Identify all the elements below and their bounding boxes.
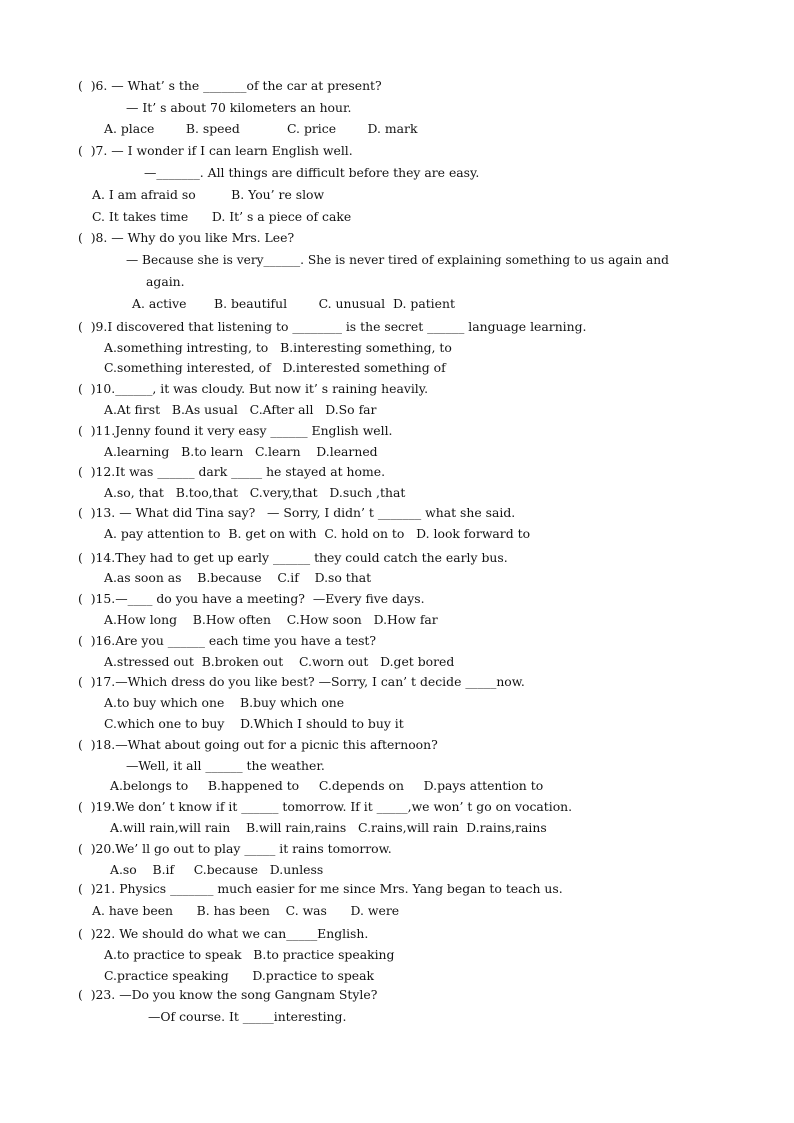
question-22-stem: ( )22. We should do what we can_____English. xyxy=(78,926,369,941)
question-12-options: A.so, that B.too,that C.very,that D.such ,that xyxy=(104,485,406,500)
question-7-options-cd: C. It takes time D. It’ s a piece of cake xyxy=(92,209,352,224)
question-17-options-cd: C.which one to buy D.Which I should to buy it xyxy=(104,716,404,731)
question-22-options-cd: C.practice speaking D.practice to speak xyxy=(104,968,374,983)
question-21-stem: ( )21. Physics _______ much easier for me since Mrs. Yang began to teach us. xyxy=(78,881,563,896)
question-6-reply: — It’ s about 70 kilometers an hour. xyxy=(126,100,352,115)
question-7-reply: —_______. All things are difficult before they are easy. xyxy=(144,165,480,180)
question-8-reply-cont: again. xyxy=(146,274,185,289)
question-7-options-ab: A. I am afraid so B. You’ re slow xyxy=(92,187,325,202)
question-16-stem: ( )16.Are you ______ each time you have a test? xyxy=(78,633,377,648)
question-23-reply: —Of course. It _____interesting. xyxy=(148,1009,347,1024)
question-17-stem: ( )17.—Which dress do you like best? —Sorry, I can’ t decide _____now. xyxy=(78,674,525,689)
question-11-stem: ( )11.Jenny found it very easy ______ English well. xyxy=(78,423,393,438)
question-15-options: A.How long B.How often C.How soon D.How far xyxy=(104,612,438,627)
question-10-stem: ( )10.______, it was cloudy. But now it’ s raining heavily. xyxy=(78,381,429,396)
question-9-options-ab: A.something intresting, to B.interesting something, to xyxy=(104,340,452,355)
question-20-stem: ( )20.We’ ll go out to play _____ it rains tomorrow. xyxy=(78,841,392,856)
question-18-options: A.belongs to B.happened to C.depends on D.pays attention to xyxy=(110,778,544,793)
question-8-reply: — Because she is very______. She is never tired of explaining something to us again and xyxy=(126,253,669,267)
question-21-options: A. have been B. has been C. was D. were xyxy=(92,903,400,918)
question-13-stem: ( )13. — What did Tina say? — Sorry, I didn’ t _______ what she said. xyxy=(78,505,516,520)
question-9-options-cd: C.something interested, of D.interested something of xyxy=(104,360,446,375)
question-17-options-ab: A.to buy which one B.buy which one xyxy=(104,695,345,710)
question-9-stem: ( )9.I discovered that listening to ________ is the secret ______ language learning. xyxy=(78,319,587,334)
question-19-stem: ( )19.We don’ t know if it ______ tomorrow. If it _____,we won’ t go on vocation. xyxy=(78,799,573,814)
question-6-stem: ( )6. — What’ s the _______of the car at present? xyxy=(78,78,382,93)
question-19-options: A.will rain,will rain B.will rain,rains C.rains,will rain D.rains,rains xyxy=(110,820,547,835)
question-14-options: A.as soon as B.because C.if D.so that xyxy=(104,570,372,585)
question-18-stem: ( )18.—What about going out for a picnic this afternoon? xyxy=(78,737,438,752)
question-20-options: A.so B.if C.because D.unless xyxy=(110,862,324,877)
question-22-options-ab: A.to practice to speak B.to practice speaking xyxy=(104,947,395,962)
question-11-options: A.learning B.to learn C.learn D.learned xyxy=(104,444,378,459)
question-12-stem: ( )12.It was ______ dark _____ he stayed at home. xyxy=(78,464,386,479)
question-6-options: A. place B. speed C. price D. mark xyxy=(104,121,418,136)
question-14-stem: ( )14.They had to get up early ______ they could catch the early bus. xyxy=(78,550,508,565)
question-18-reply: —Well, it all ______ the weather. xyxy=(126,758,325,773)
question-13-options: A. pay attention to B. get on with C. hold on to D. look forward to xyxy=(104,526,531,541)
question-10-options: A.At first B.As usual C.After all D.So far xyxy=(104,402,377,417)
question-16-options: A.stressed out B.broken out C.worn out D.get bored xyxy=(104,654,455,669)
question-7-stem: ( )7. — I wonder if I can learn English well. xyxy=(78,143,353,158)
question-15-stem: ( )15.—____ do you have a meeting? —Every five days. xyxy=(78,591,425,606)
question-8-options: A. active B. beautiful C. unusual D. patient xyxy=(132,296,455,311)
question-8-stem: ( )8. — Why do you like Mrs. Lee? xyxy=(78,230,295,245)
question-23-stem: ( )23. —Do you know the song Gangnam Style? xyxy=(78,987,378,1002)
